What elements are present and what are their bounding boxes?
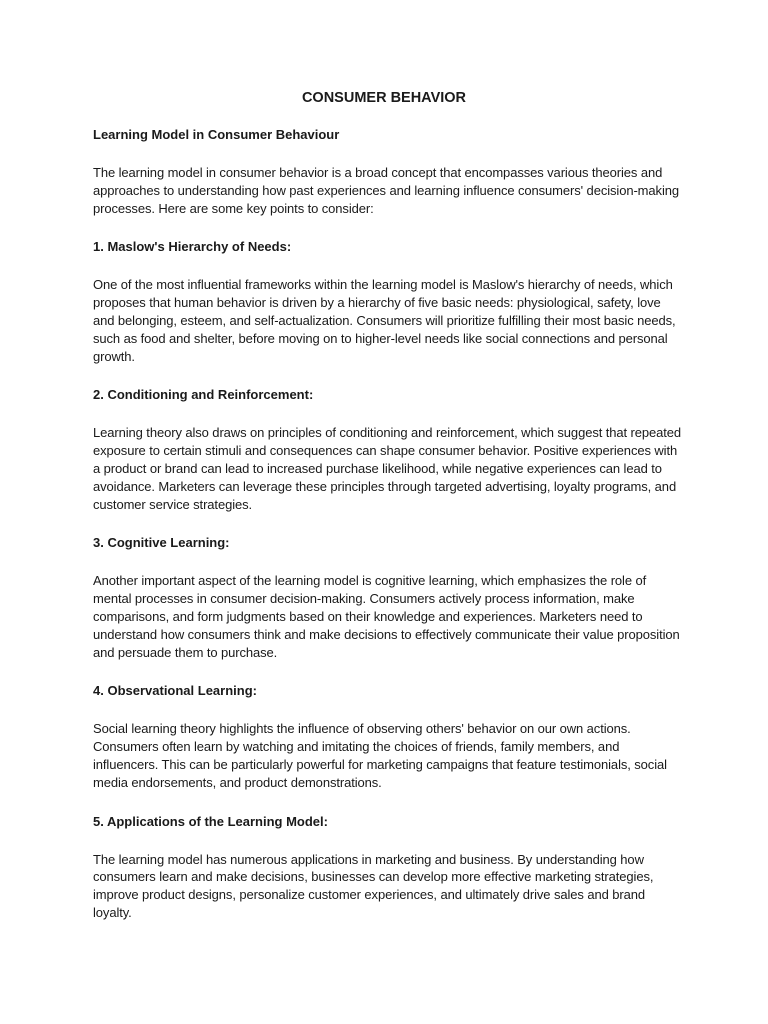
section-cognitive xyxy=(93,534,680,661)
section-heading: 4. Observational Learning: xyxy=(93,683,257,699)
document-title: CONSUMER BEHAVIOR xyxy=(301,90,467,106)
section-body: Learning theory also draws on principles of conditioning and reinforcement, which suggest that repeated exposure to certain stimuli and consequences can shape consumer behavior. Positive experiences with a product or brand can lead to increased purchase likelihood, while negative experiences can lead to avoidance. Marketers can leverage these principles through targeted advertising, loyalty programs, and customer service strategies. xyxy=(93,425,682,512)
document-subtitle: Learning Model in Consumer Behaviour xyxy=(93,127,340,142)
intro-paragraph: The learning model in consumer behavior is a broad concept that encompasses various theories and approaches to understanding how past experiences and learning influence consumers' decision-making processes. Here are some key points to consider: xyxy=(93,165,679,216)
section-body: Social learning theory highlights the influence of observing others' behavior on our own actions. Consumers often learn by watching and imitating the choices of friends, family members, and influencers. This can be particularly powerful for marketing campaigns that feature testimonials, social media endorsements, and product demonstrations. xyxy=(93,721,667,790)
section-heading: 3. Cognitive Learning: xyxy=(93,535,230,551)
section-heading: 1. Maslow's Hierarchy of Needs: xyxy=(93,239,292,255)
section-body: Another important aspect of the learning model is cognitive learning, which emphasizes the role of mental processes in consumer decision-making. Consumers actively process information, make comparisons, and form judgments based on their knowledge and experiences. Marketers need to understand how consumers think and make decisions to effectively communicate their value proposition and persuade them to purchase. xyxy=(93,573,680,660)
section-conditioning xyxy=(93,386,682,513)
section-body: The learning model has numerous applications in marketing and business. By understanding how consumers learn and make decisions, businesses can develop more effective marketing strategies, improve product designs, personalize customer experiences, and ultimately drive sales and brand loyalty. xyxy=(93,851,654,920)
section-body: One of the most influential frameworks within the learning model is Maslow's hierarchy of needs, which proposes that human behavior is driven by a hierarchy of five basic needs: physiological, safety, love and belonging, esteem, and self-actualization. Consumers will prioritize fulfilling their most basic needs, such as food and shelter, before moving on to higher-level needs like social connections and personal growth. xyxy=(93,277,676,364)
section-maslow xyxy=(93,238,675,365)
section-observational xyxy=(93,682,675,791)
section-applications xyxy=(93,813,675,922)
section-heading: 5. Applications of the Learning Model: xyxy=(93,813,328,829)
section-heading: 2. Conditioning and Reinforcement: xyxy=(93,387,314,403)
